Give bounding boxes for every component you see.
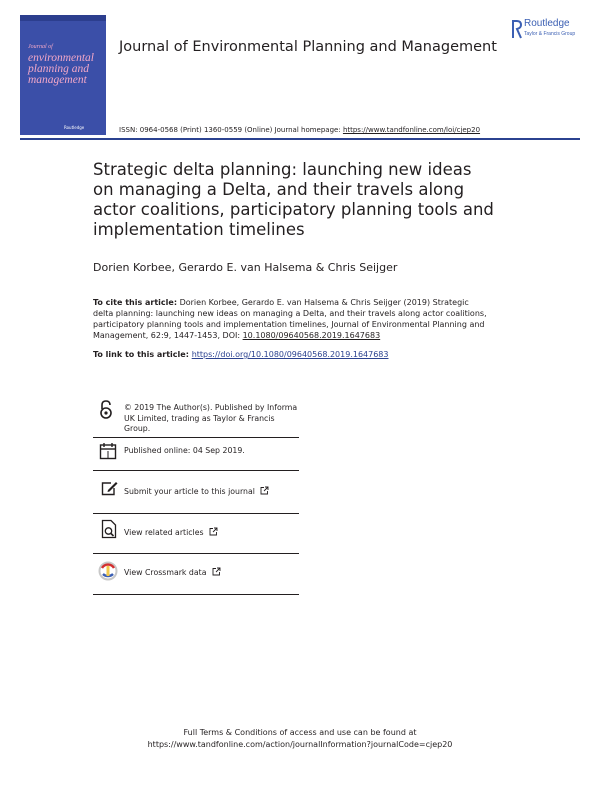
edit-icon	[101, 480, 119, 496]
cite-text: Management, 62:9, 1447-1453, DOI:	[93, 331, 243, 340]
cover-title	[28, 42, 94, 86]
publisher-name: Routledge	[524, 18, 570, 29]
crossmark-link[interactable]	[124, 567, 221, 579]
published-date: Published online: 04 Sep 2019.	[124, 446, 245, 455]
title-line: on managing a Delta, and their travels along	[93, 180, 465, 199]
submit-article-label: Submit your article to this journal	[124, 487, 255, 496]
item-line: © 2019 The Author(s). Published by Informa	[124, 403, 298, 412]
crossmark-label: View Crossmark data	[124, 568, 207, 577]
submit-article-link[interactable]	[124, 486, 269, 498]
publisher-tagline: Taylor & Francis Group	[524, 31, 576, 37]
item-line: UK Limited, trading as Taylor & Francis	[124, 413, 275, 423]
separator	[93, 437, 299, 438]
open-access-icon	[99, 400, 113, 420]
footer-terms: Full Terms & Conditions of access and use can be found at	[183, 728, 417, 737]
separator	[93, 470, 299, 471]
article-link-line	[93, 350, 389, 359]
external-link-icon	[209, 527, 218, 536]
cover-title-line: environmental	[28, 52, 95, 64]
external-link-icon	[212, 567, 221, 576]
issn-text: ISSN: 0964-0568 (Print) 1360-0559 (Online) Journal homepage:	[119, 126, 343, 134]
routledge-r-icon	[511, 18, 522, 40]
journal-cover	[20, 15, 106, 135]
related-articles-label: View related articles	[124, 528, 204, 537]
title-line: Strategic delta planning: launching new ideas	[93, 160, 472, 179]
cover-title-line: Journal of	[28, 44, 53, 50]
copyright-notice	[124, 403, 304, 435]
issn-line	[119, 126, 480, 134]
article-url-link[interactable]: https://doi.org/10.1080/09640568.2019.1647683	[191, 350, 389, 359]
separator	[93, 513, 299, 514]
separator	[93, 553, 299, 554]
cover-publisher: Routledge	[64, 125, 85, 130]
cite-text: delta planning: launching new ideas on managing a Delta, and their travels along actor coalitions,	[93, 309, 487, 318]
calendar-icon	[99, 442, 117, 460]
header-rule	[20, 138, 580, 140]
title-line: actor coalitions, participatory planning tools and	[93, 200, 494, 219]
citation-block	[93, 297, 513, 341]
separator	[93, 594, 299, 595]
journal-title: Journal of Environmental Planning and Management	[119, 39, 497, 55]
related-articles-icon	[101, 519, 117, 539]
cite-text: Dorien Korbee, Gerardo E. van Halsema & Chris Seijger (2019) Strategic	[177, 298, 469, 307]
journal-homepage-link[interactable]: https://www.tandfonline.com/loi/cjep20	[342, 126, 481, 134]
related-articles-link[interactable]	[124, 527, 218, 539]
footer-terms-link[interactable]: https://www.tandfonline.com/action/journalInformation?journalCode=cjep20	[147, 740, 453, 749]
cover-band	[20, 15, 106, 21]
article-authors: Dorien Korbee, Gerardo E. van Halsema & Chris Seijger	[93, 261, 398, 274]
cite-text: participatory planning tools and implementation timelines, Journal of Environmental Planning and	[93, 320, 485, 329]
doi-link[interactable]: 10.1080/09640568.2019.1647683	[242, 331, 381, 340]
crossmark-icon	[98, 561, 118, 581]
link-label: To link to this article:	[93, 350, 192, 359]
article-title	[93, 160, 533, 240]
item-line: Group.	[124, 424, 151, 433]
external-link-icon	[260, 486, 269, 495]
cover-title-line: management	[28, 74, 87, 86]
cite-label: To cite this article:	[93, 298, 178, 307]
cover-title-line: planning and	[28, 63, 90, 75]
title-line: implementation timelines	[93, 220, 305, 239]
